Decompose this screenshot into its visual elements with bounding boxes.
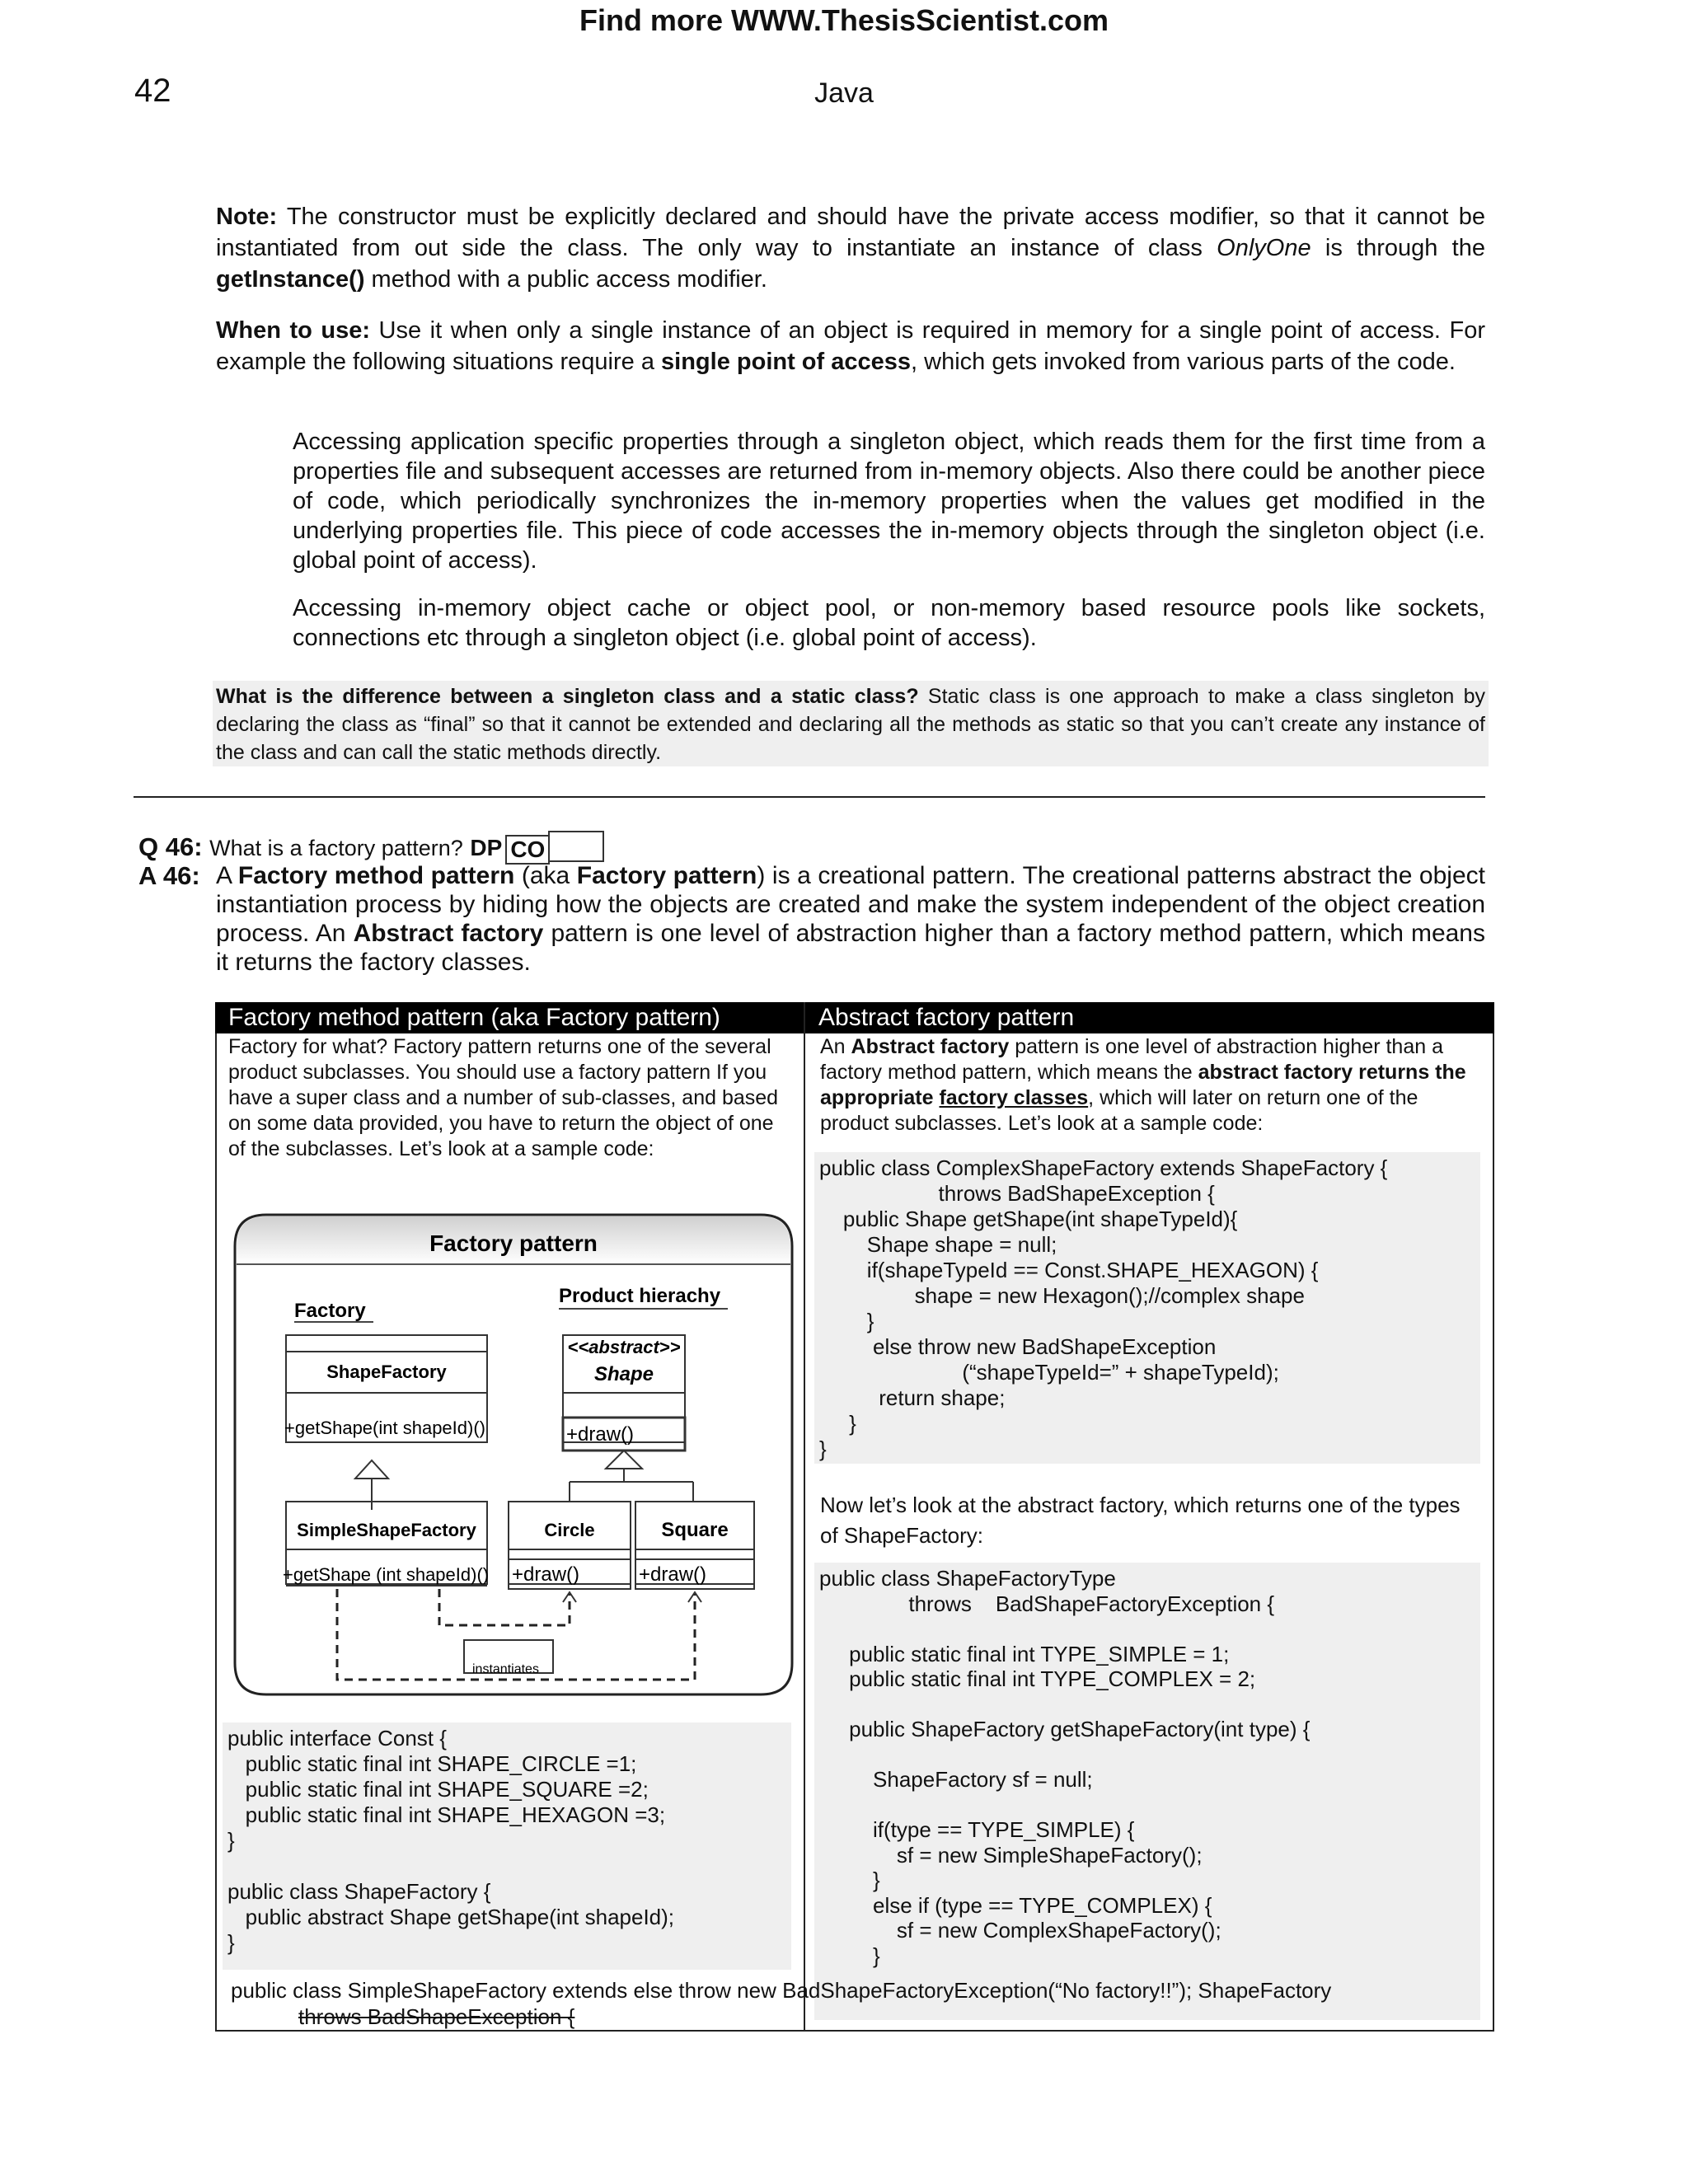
shapefactory-method: +getShape(int shapeId)() [284, 1418, 485, 1438]
answer-text-3: ) is a creational pattern. The creational patterns abstract the object instantiation process by hiding how the objects are created and make the system independent of the object creation process. An [216, 862, 1485, 947]
abstract-stereotype: <<abstract>> [567, 1337, 681, 1357]
factory-pattern-diagram [233, 1213, 794, 1696]
note-method: getInstance() [216, 266, 365, 293]
running-head: Java [814, 77, 874, 109]
right-intro [820, 1034, 1479, 1137]
right-intro-bold: Abstract factory [851, 1035, 1010, 1058]
table-header-left: Factory method pattern (aka Factory pattern) [215, 1002, 804, 1033]
difference-box [213, 681, 1489, 766]
diagram-title: Factory pattern [429, 1230, 598, 1256]
circle-draw: +draw() [512, 1563, 580, 1586]
code-overlap-line-2: throws BadShapeException { [298, 2004, 575, 2029]
inheritance-arrow-factory [355, 1460, 388, 1479]
inheritance-arrow-shape [606, 1451, 642, 1469]
page-number: 42 [134, 73, 171, 109]
tag-dp: DP [470, 835, 503, 860]
answer-label: A 46: [138, 861, 200, 890]
circle-name: Circle [544, 1520, 595, 1540]
square-draw: +draw() [639, 1563, 707, 1586]
table-column-divider [804, 1002, 805, 2032]
note-class-name: OnlyOne [1217, 235, 1311, 261]
instantiates-label: instantiates [472, 1662, 539, 1676]
table-header-right: Abstract factory pattern [805, 1002, 1494, 1033]
when-bold: single point of access [661, 349, 912, 375]
right-intro-underline: factory classes [939, 1086, 1089, 1109]
shape-draw: +draw() [566, 1423, 635, 1446]
right-intro-text: An [820, 1035, 851, 1058]
question-text: What is a factory pattern? [209, 836, 463, 860]
when-text: Use it when only a single instance of an object is required in memory for a single point of access. For example the following situations require a [216, 317, 1485, 375]
square-name: Square [661, 1519, 729, 1541]
answer-bold-1: Factory method pattern [237, 862, 515, 889]
right-intro-text-2: pattern is one level of abstraction higher than a factory method pattern, which means the [820, 1035, 1443, 1084]
code-overlap-line: public class SimpleShapeFactory extends else throw new BadShapeFactoryException(“No factory!!”); ShapeFactory [231, 1978, 1332, 2003]
left-code-block: public interface Const { public static final int SHAPE_CIRCLE =1; public static final int SHAPE_SQUARE =2; public static final int SHAPE_HEXAGON =3; } public class ShapeFactory { public abstract Shape getShape(int shapeId); } [223, 1722, 791, 1970]
question-label: Q 46: [138, 832, 203, 861]
answer-text: A [216, 862, 238, 889]
section-divider [134, 796, 1485, 798]
shapefactory-name: ShapeFactory [326, 1361, 447, 1382]
bullet-paragraph-2: Accessing in-memory object cache or object pool, or non-memory based resource pools like sockets, connections etc through a singleton object (i.e. global point of access). [293, 595, 1485, 651]
simple-factory-method: +getShape (int shapeId)() [283, 1564, 490, 1585]
answer-text-2: (aka [514, 862, 577, 889]
note-text-3: method with a public access modifier. [364, 266, 767, 293]
tag-co: CO [505, 835, 550, 865]
answer-bold-2: Factory pattern [576, 862, 757, 889]
answer-text-4: pattern is one level of abstraction higher than a factory method pattern, which means it returns the factory classes. [216, 920, 1485, 976]
question-46 [138, 824, 604, 863]
right-mid-text: Now let’s look at the abstract factory, which returns one of the types of ShapeFactory: [820, 1493, 1461, 1548]
site-banner: Find more WWW.ThesisScientist.com [579, 3, 1109, 37]
when-text-2: , which gets invoked from various parts of the code. [911, 349, 1456, 375]
when-to-use-paragraph [216, 315, 1485, 377]
factory-label: Factory [294, 1300, 366, 1322]
note-text-2: is through the [1311, 235, 1485, 261]
simple-factory-name: SimpleShapeFactory [297, 1520, 476, 1540]
note-paragraph [216, 201, 1485, 295]
answer-46 [216, 861, 1485, 977]
tag-empty-box [548, 831, 604, 862]
difference-answer: Static class is one approach to make a class singleton by declaring the class as “final” so that it cannot be extended and declaring all the methods as static so that you can’t create any instance of the class and can call the static methods directly. [216, 685, 1485, 764]
note-text: The constructor must be explicitly declared and should have the private access modifier, so that it cannot be instantiated from out side the class. The only way to instantiate an instance of class [216, 204, 1485, 261]
product-label: Product hierachy [559, 1285, 721, 1307]
right-code-block-2: public class ShapeFactoryType throws BadShapeFactoryException { public static final int TYPE_SIMPLE = 1; public static final int TYPE_COMPLEX = 2; public ShapeFactory getShapeFactory(int type) { ShapeFactory sf = null; if(type == TYPE_SIMPLE) { sf = new SimpleShapeFactory(); } else if (type == TYPE_COMPLEX) { sf = new ComplexShapeFactory(); } [814, 1563, 1480, 2020]
shape-name: Shape [593, 1363, 654, 1385]
right-intro-bold-2: abstract factory returns the appropriate [820, 1061, 1466, 1109]
bullet-paragraph-1: Accessing application specific properties through a singleton object, which reads them for the first time from a properties file and subsequent accesses are returned from in-memory objects. Also there could be another piece of code, which periodically synchronizes the in-memory properties when the values get modified in the underlying properties file. This piece of code accesses the in-memory objects through the singleton object (i.e. global point of access). [293, 429, 1485, 574]
left-intro: Factory for what? Factory pattern returns one of the several product subclasses. You should use a factory pattern If you have a super class and a number of sub-classes, and based on some data provided, you have to return the object of one of the subclasses. Let’s look at a sample code: [228, 1035, 779, 1160]
right-intro-text-3: , which will later on return one of the product subclasses. Let’s look at a sample code: [820, 1086, 1418, 1135]
difference-question: What is the difference between a singleton class and a static class? [216, 685, 919, 708]
answer-bold-3: Abstract factory [353, 920, 544, 947]
right-code-block-1: public class ComplexShapeFactory extends ShapeFactory { throws BadShapeException { public Shape getShape(int shapeTypeId){ Shape shape = null; if(shapeTypeId == Const.SHAPE_HEXAGON) { shape = new Hexagon();//complex shape } else throw new BadShapeException (“shapeTypeId=” + shapeTypeId); return shape; } } [814, 1152, 1480, 1464]
note-label: Note: [216, 204, 278, 230]
when-label: When to use: [216, 317, 371, 344]
